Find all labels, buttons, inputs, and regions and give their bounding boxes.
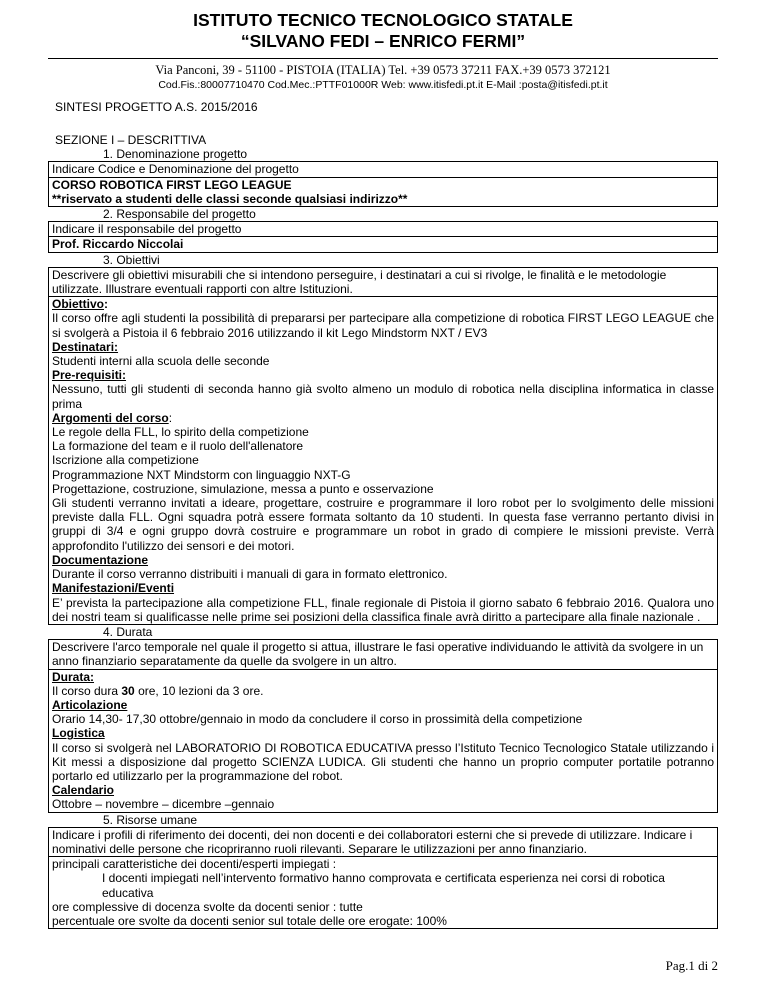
s3-prompt: Descrivere gli obiettivi misurabili che si intendono perseguire, i destinatari a cui si rivolge, le finalità e le metodologie utilizzate. Illustrare eventuali rapporti con altre Istituzioni. <box>52 267 667 297</box>
documentazione-text: Durante il corso verranno distribuiti i manuali di gara in formato elettronico. <box>52 567 448 582</box>
articolazione-text: Orario 14,30- 17,30 ottobre/gennaio in modo da concludere il corso in prossimità della competizione <box>52 712 583 727</box>
s2-prompt: Indicare il responsabile del progetto <box>52 222 242 237</box>
s1-value-cell <box>48 177 718 207</box>
risorse-line-2: I docenti impiegati nell’intervento formativo hanno comprovata e certificata esperienza nei corsi di robotica educativa <box>102 871 665 900</box>
obiettivo-label: Obiettivo <box>52 297 105 312</box>
argomenti-item: La formazione del team e il ruolo dell'allenatore <box>52 439 304 454</box>
s4-value-cell <box>48 669 718 813</box>
s2-value-cell <box>48 236 718 252</box>
destinatari-text: Studenti interni alla scuola delle seconde <box>52 354 270 369</box>
s2-prompt-cell <box>48 221 718 236</box>
school-name: ISTITUTO TECNICO TECNOLOGICO STATALE <box>193 10 573 30</box>
responsible-name: Prof. Riccardo Niccolai <box>52 237 184 252</box>
prereq-label: Pre-requisiti: <box>52 368 127 383</box>
document-title: SINTESI PROGETTO A.S. 2015/2016 <box>55 100 258 114</box>
manifestazioni-text: E’ prevista la partecipazione alla competizione FLL, finale regionale di Pistoia il giorno sabato 6 febbraio 2016. Qualora uno dei nostri team si qualificasse nelle prime sei posizioni della classifica finale avrà diritto a partecipare alla finale nazionale . <box>52 595 714 624</box>
s4-prompt: Descrivere l'arco temporale nel quale il progetto si attua, illustrare le fasi operative individuando le attività da svolgere in un anno finanziario separatamente da quelle da svolgere in un altro. <box>52 640 704 669</box>
destinatari-label: Destinatari: <box>52 339 119 354</box>
calendario-label: Calendario <box>52 783 115 798</box>
s1-prompt: Indicare Codice e Denominazione del progetto <box>52 162 299 177</box>
project-name: CORSO ROBOTICA FIRST LEGO LEAGUE <box>52 177 292 192</box>
argomenti-item: Programmazione NXT Mindstorm con linguaggio NXT-G <box>52 467 351 482</box>
s4-prompt-cell <box>48 639 718 668</box>
argomenti-text: Gli studenti verranno invitati a ideare, progettare, costruire e programmare il loro robot per lo svolgimento delle missioni previste dalla FLL. Ogni squadra potrà essere formata soltanto da 10 studenti. In questa fase verranno pertanto divisi in gruppi di 3/4 e ogni gruppo dovrà costruire e programmare un robot in grado di compiere le missioni previste. Verrà approfondito l'utilizzo dei sensori e dei motori. <box>52 496 714 553</box>
school-address: Via Panconi, 39 - 51100 - PISTOIA (ITALIA) Tel. +39 0573 37211 FAX.+39 0573 372121 <box>155 63 611 77</box>
s5-prompt: Indicare i profili di riferimento dei docenti, dei non docenti e dei collaboratori esterni che si prevede di utilizzare. Indicare i nominativi delle persone che ricopriranno ruoli rilevanti. Separare le utilizzazioni per anno finanziario. <box>52 827 693 856</box>
durata-text: Il corso dura 30 ore, 10 lezioni da 3 ore. <box>52 683 264 698</box>
logistica-label: Logistica <box>52 726 105 741</box>
argomenti-label: Argomenti del corso <box>52 410 169 425</box>
logistica-text: Il corso si svolgerà nel LABORATORIO DI ROBOTICA EDUCATIVA presso l’Istituto Tecnico Tecnologico Statale utilizzando i Kit messi a disposizione dal progetto SCIENZA LUDICA. Gli studenti che hanno un proprio computer portatile potranno portarlo ed utilizzarlo per la programmazione del robot. <box>52 740 714 783</box>
argomenti-item: Iscrizione alla competizione <box>52 453 199 468</box>
s1-prompt-cell <box>48 161 718 176</box>
page-number: Pag.1 di 2 <box>665 958 718 973</box>
durata-label: Durata: <box>52 669 95 684</box>
school-subtitle: “SILVANO FEDI – ENRICO FERMI” <box>240 31 526 51</box>
section-4-heading: 4. Durata <box>103 624 153 639</box>
articolazione-label: Articolazione <box>52 697 128 712</box>
section-3-heading: 3. Obiettivi <box>103 252 160 267</box>
s3-value-cell: Obiettivo: Il corso offre agli studenti la possibilità di prepararsi per partecipare alla competizione di robotica FIRST LEGO LEAGUE che si svolgerà a Pistoia il 6 febbraio 2016 utilizzando il kit Lego Mindstorm NXT / EV3 Destinatari: Studenti interni alla scuola delle seconde Pre-requisiti: Nessuno, tutti gli studenti di seconda hanno già svolto almeno un modulo di robotica nella disciplina informatica in classe prima Argomenti del corso: Le regole della FLL, lo spirito della competizione La formazione del team e il ruolo dell'allenatore Iscrizione alla competizione Programmazione NXT Mindstorm con linguaggio NXT-G Progettazione, costruzione, simulazione, messa a punto e osservazione Gli studenti verranno invitati a ideare, progettare, costruire e programmare il loro robot per lo svolgimento delle missioni previste dalla FLL. Ogni squadra potrà essere formata soltanto da 10 studenti. In questa fase verranno pertanto divisi in gruppi di 3/4 e ogni gruppo dovrà costruire e programmare un robot in grado di compiere le missioni previste. Verrà approfondito l'utilizzo dei sensori e dei motori. Documentazione Durante il corso verranno distribuiti i manuali di gara in formato elettronico. Manifestazioni/Eventi E’ prevista la partecipazione alla competizione FLL, finale regionale di Pistoia il giorno sabato 6 febbraio 2016. Qualora uno dei nostri team si qualificasse nelle prime sei posizioni della classifica finale avrà diritto a partecipare alla finale nazionale . <box>48 296 718 625</box>
s5-prompt-cell <box>48 827 718 856</box>
section-2-heading: 2. Responsabile del progetto <box>103 207 256 222</box>
section-5-heading: 5. Risorse umane <box>103 812 198 827</box>
document-body <box>48 95 718 929</box>
project-note: **riservato a studenti delle classi seconde qualsiasi indirizzo** <box>52 191 408 206</box>
risorse-line-4: percentuale ore svolte da docenti senior sul totale delle ore erogate: 100% <box>52 913 447 928</box>
s5-value-cell <box>48 856 718 929</box>
obiettivo-text: Il corso offre agli studenti la possibilità di prepararsi per partecipare alla competizione di robotica FIRST LEGO LEAGUE che si svolgerà a Pistoia il 6 febbraio 2016 utilizzando il kit Lego Mindstorm NXT / EV3 <box>52 311 714 340</box>
section-title: SEZIONE I – DESCRITTIVA <box>55 133 207 147</box>
header-divider <box>48 58 718 59</box>
calendario-text: Ottobre – novembre – dicembre –gennaio <box>52 797 275 812</box>
s3-prompt-cell <box>48 267 718 296</box>
argomenti-item: Le regole della FLL, lo spirito della competizione <box>52 425 309 440</box>
risorse-line-3: ore complessive di docenza svolte da docenti senior : tutte <box>52 899 363 914</box>
manifestazioni-label: Manifestazioni/Eventi <box>52 581 175 596</box>
argomenti-item: Progettazione, costruzione, simulazione, messa a punto e osservazione <box>52 481 434 496</box>
risorse-line-1: principali caratteristiche dei docenti/esperti impiegati : <box>52 857 337 872</box>
documentazione-label: Documentazione <box>52 552 149 567</box>
prereq-text: Nessuno, tutti gli studenti di seconda hanno già svolto almeno un modulo di robotica nella disciplina informatica in classe prima <box>52 382 714 411</box>
section-1-heading: 1. Denominazione progetto <box>103 147 248 162</box>
school-codes: Cod.Fis.:80007710470 Cod.Mec.:PTTF01000R Web: www.itisfedi.pt.it E-Mail :posta@itisfedi.pt.it <box>158 79 608 91</box>
letterhead <box>48 10 718 52</box>
